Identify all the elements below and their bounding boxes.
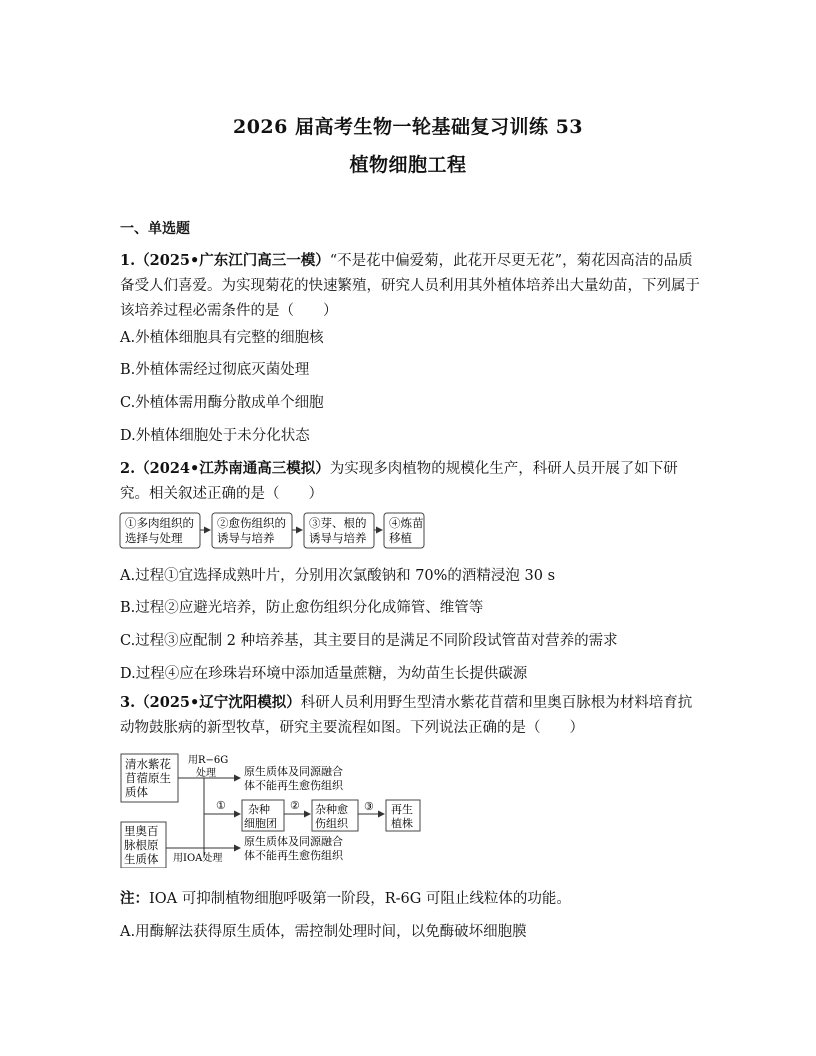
question-1-source: （2025•广东江门高三一模） <box>135 252 330 269</box>
question-1-stem <box>120 248 700 324</box>
diagram-box-top-protoplast <box>121 754 178 802</box>
question-2-option-b: B.过程②应避光培养，防止愈伤组织分化成筛管、维管等 <box>120 600 484 616</box>
flow-step-2-line-2: 诱导与培养 <box>217 531 275 545</box>
note-label: 注： <box>120 890 149 907</box>
question-2-number: 2. <box>120 460 136 477</box>
node2-line-2: 伤组织 <box>315 817 348 830</box>
treat-top-line-2: 处理 <box>196 768 216 779</box>
flow-step-4 <box>384 513 424 548</box>
question-3-source: （2025•辽宁沈阳模拟） <box>135 694 301 711</box>
flow-step-1-line-1: ①多肉组织的 <box>125 516 194 530</box>
question-1-option-a: A.外植体细胞具有完整的细胞核 <box>120 330 324 346</box>
question-3-stem <box>120 690 700 741</box>
question-3-option-a: A.用酶解法获得原生质体，需控制处理时间，以免酶破坏细胞膜 <box>120 924 527 940</box>
box-top-line-1: 清水紫花 <box>125 757 171 771</box>
flow-step-3-line-2: 诱导与培养 <box>309 531 367 545</box>
step-1-label: ① <box>216 799 226 812</box>
diagram-box-bottom-protoplast <box>121 822 166 868</box>
question-1-option-b: B.外植体需经过彻底灭菌处理 <box>120 362 310 378</box>
flow-step-4-line-1: ④炼苗 <box>389 516 424 530</box>
question-3-number: 3. <box>120 694 136 711</box>
step-3-label: ③ <box>364 800 374 813</box>
question-3-diagram <box>118 748 378 868</box>
box-top-line-3: 质体 <box>125 785 148 799</box>
document-subtitle: 植物细胞工程 <box>349 154 467 176</box>
question-1-text: “不是花中偏爱菊，此花开尽更无花”，菊花因高洁的品质备受人们喜爱。为实现菊花的快速繁殖，研究人员利用其外植体培养出大量幼苗，下列属于该培养过程必需条件的是（ ） <box>120 253 700 319</box>
flow-step-2-line-1: ②愈伤组织的 <box>217 516 286 530</box>
question-2-option-d: D.过程④应在珍珠岩环境中添加适量蔗糖，为幼苗生长提供碳源 <box>120 666 528 682</box>
question-1-option-c: C.外植体需用酶分散成单个细胞 <box>120 395 324 411</box>
step-2-label: ② <box>290 799 300 812</box>
flow-step-3-line-1: ③芽、根的 <box>309 516 367 530</box>
question-1-number: 1. <box>120 252 136 269</box>
flow-step-2 <box>212 513 292 548</box>
flow-step-3 <box>304 513 374 548</box>
node1-line-2: 细胞团 <box>244 817 277 830</box>
question-2-text: 为实现多肉植物的规模化生产，科研人员开展了如下研究。相关叙述正确的是（ ） <box>120 461 678 502</box>
box-bottom-line-3: 生质体 <box>124 852 159 866</box>
result-top-line-1: 原生质体及同源融合 <box>244 765 343 778</box>
question-2-option-a: A.过程①宜选择成熟叶片，分别用次氯酸钠和 70%的酒精浸泡 30 s <box>120 568 556 584</box>
result-bottom-line-1: 原生质体及同源融合 <box>244 835 343 848</box>
diagram-node-hybrid-cell-mass <box>242 800 284 831</box>
document-title: 2026 届高考生物一轮基础复习训练 53 <box>232 116 584 138</box>
question-2-option-c: C.过程③应配制 2 种培养基，其主要目的是满足不同阶段试管苗对营养的需求 <box>120 633 618 649</box>
flow-step-1 <box>120 513 200 548</box>
question-3-diagram-tail <box>358 798 428 834</box>
note-text: IOA 可抑制植物细胞呼吸第一阶段，R-6G 可阻止线粒体的功能。 <box>149 891 571 907</box>
section-heading: 一、单选题 <box>120 221 190 237</box>
treat-top-line-1: 用R−6G <box>188 755 229 766</box>
treat-bottom-label: 用IOA处理 <box>173 853 223 864</box>
node3-line-2: 植株 <box>391 817 413 830</box>
question-2-stem <box>120 456 700 507</box>
box-bottom-line-1: 里奥百 <box>124 824 159 838</box>
question-1-option-d: D.外植体细胞处于未分化状态 <box>120 428 310 444</box>
box-bottom-line-2: 脉根原 <box>124 838 159 852</box>
node2-line-1: 杂种愈 <box>315 803 348 816</box>
diagram-node-regenerated-plant <box>386 800 420 831</box>
question-3-text: 科研人员利用野生型清水紫花苜蓿和里奥百脉根为材料培育抗动物鼓胀病的新型牧草，研究主要流程如图。下列说法正确的是（ ） <box>120 695 693 736</box>
diagram-node-hybrid-callus <box>312 800 358 831</box>
result-top-line-2: 体不能再生愈伤组织 <box>244 779 343 792</box>
question-3-note <box>120 888 710 910</box>
node3-line-1: 再生 <box>391 803 413 816</box>
box-top-line-2: 苜蓿原生 <box>125 771 171 785</box>
flow-step-4-line-2: 移植 <box>389 531 412 545</box>
node1-line-1: 杂种 <box>248 803 270 816</box>
flow-step-1-line-2: 选择与处理 <box>125 531 183 545</box>
result-bottom-line-2: 体不能再生愈伤组织 <box>244 849 343 862</box>
question-2-source: （2024•江苏南通高三模拟） <box>135 460 330 477</box>
question-2-flowchart <box>118 510 428 552</box>
